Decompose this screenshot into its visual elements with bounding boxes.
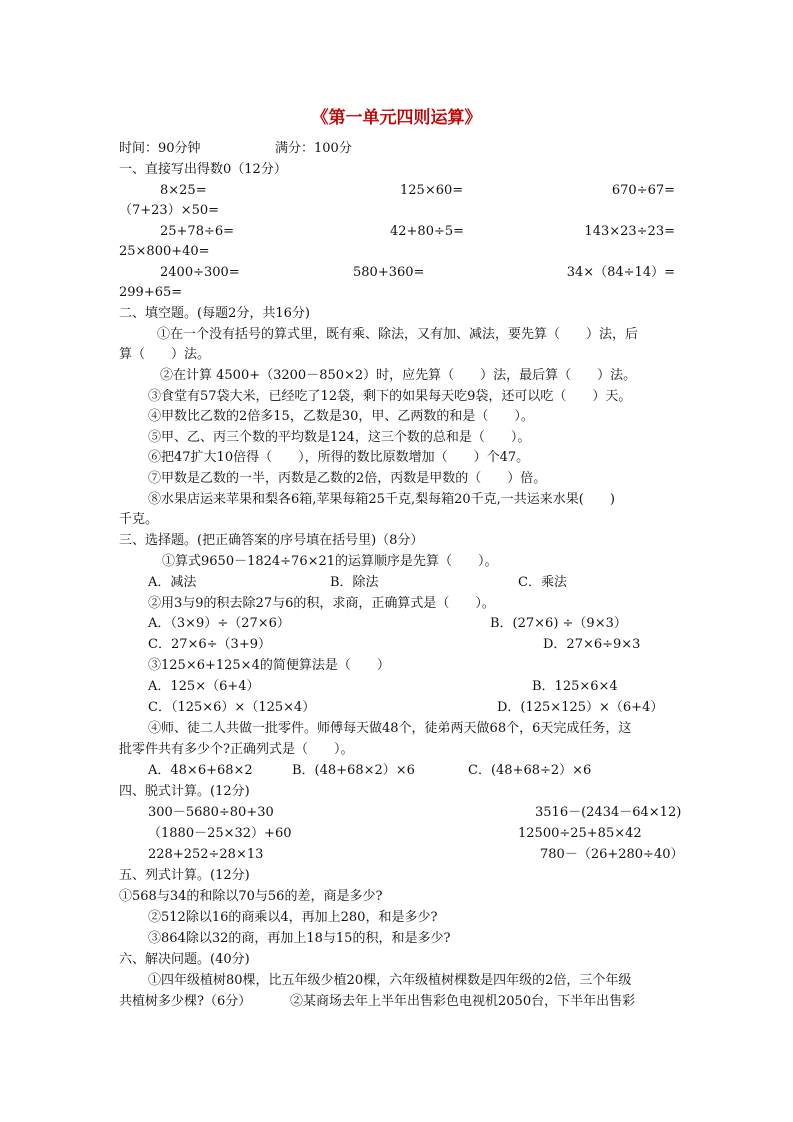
problem-item: 300－5680÷80+30	[148, 805, 274, 820]
section-heading: 三、选择题。(把正确答案的序号填在括号里)（8分）	[119, 533, 424, 548]
question-text: ③864除以32的商，再加上18与15的积，和是多少?	[148, 931, 451, 946]
problem-item: 670÷67=	[611, 183, 675, 198]
choice-option: A．125×（6+4）	[148, 679, 260, 694]
section-heading: 五、列式计算。(12分)	[119, 868, 250, 883]
section-heading: 一、直接写出得数0（12分）	[119, 162, 287, 177]
problem-item: 3516－(2434－64×12)	[535, 805, 682, 820]
question-text: ⑤甲、乙、丙三个数的平均数是124，这三个数的总和是（ ）。	[148, 430, 531, 445]
choice-option: D．27×6÷9×3	[543, 637, 641, 652]
section-heading: 六、解决问题。(40分)	[119, 952, 250, 967]
problem-item: （7+23）×50=	[119, 203, 220, 218]
problem-item: 780－（26+280÷40）	[540, 847, 684, 862]
problem-item: 125×60=	[400, 183, 464, 198]
choice-option: A．48×6+68×2	[148, 763, 253, 778]
section-heading: 四、脱式计算。(12分)	[119, 784, 250, 799]
question-text: ④甲数比乙数的2倍多15，乙数是30，甲、乙两数的和是（ ）。	[148, 409, 534, 424]
question-text: ⑧水果店运来苹果和梨各6箱,苹果每箱25千克,梨每箱20千克,一共运来水果( )	[148, 492, 615, 507]
question-text: ⑦甲数是乙数的一半，丙数是乙数的2倍，丙数是甲数的（ ）倍。	[148, 471, 547, 486]
problem-item: （1880－25×32）+60	[148, 826, 292, 841]
page-title: 《第一单元四则运算》	[311, 108, 482, 128]
choice-option: D．(125×125）×（6+4）	[497, 700, 664, 715]
choice-option: C．(48+68÷2）×6	[468, 763, 592, 778]
choice-option: C．乘法	[518, 575, 567, 590]
question-text: ②512除以16的商乘以4，再加上280，和是多少?	[148, 910, 438, 925]
question-text: ④师、徒二人共做一批零件。师傅每天做48个，徒弟两天做68个，6天完成任务，这	[148, 721, 632, 736]
question-text: 千克。	[119, 512, 159, 527]
question-text: ②某商场去年上半年出售彩色电视机2050台，下半年出售彩	[290, 994, 636, 1009]
question-text: 共植树多少棵?（6分）	[119, 994, 252, 1009]
choice-option: B．125×6×4	[532, 679, 618, 694]
question-text: 算（ ）法。	[119, 347, 211, 362]
choice-option: A．（3×9）÷（27×6）	[148, 616, 290, 631]
problem-item: 299+65=	[119, 285, 183, 300]
choice-option: C．27×6÷（3+9）	[148, 637, 271, 652]
time-label: 时间：90分钟	[119, 141, 201, 156]
problem-item: 580+360=	[353, 265, 425, 280]
question-text: 批零件共有多少个?正确列式是（ ）。	[119, 742, 354, 757]
choice-option: B．(48+68×2）×6	[292, 763, 415, 778]
question-text: ①568与34的和除以70与56的差，商是多少?	[119, 889, 383, 904]
problem-item: 12500÷25+85×42	[518, 826, 642, 841]
question-text: ⑥把47扩大10倍得（ ），所得的数比原数增加（ ）个47。	[148, 450, 530, 465]
problem-item: 42+80÷5=	[390, 224, 465, 239]
problem-item: 143×23÷23=	[584, 224, 675, 239]
question-text: ①四年级植树80棵，比五年级少植20棵，六年级植树棵数是四年级的2倍，三个年级	[148, 973, 632, 988]
problem-item: 228+252÷28×13	[148, 847, 264, 862]
question-text: ③食堂有57袋大米，已经吃了12袋，剩下的如果每天吃9袋，还可以吃（ ）天。	[148, 389, 632, 404]
choice-option: A．减法	[148, 575, 197, 590]
section-heading: 二、填空题。(每题2分，共16分)	[119, 306, 310, 321]
question-text: ②在计算 4500+（3200－850×2）时，应先算（ ）法，最后算（ ）法。	[160, 368, 637, 383]
problem-item: 25+78÷6=	[160, 224, 235, 239]
question-text: ①在一个没有括号的算式里，既有乘、除法，又有加、减法，要先算（ ）法，后	[157, 327, 639, 342]
question-text: ①算式9650－1824÷76×21的运算顺序是先算（ ）。	[162, 554, 498, 569]
choice-option: B．除法	[330, 575, 379, 590]
problem-item: 34×（84÷14）=	[566, 265, 675, 280]
question-text: ③125×6+125×4的简便算法是（ ）	[148, 658, 390, 673]
full-score-label: 满分：100分	[275, 141, 352, 156]
problem-item: 8×25=	[160, 183, 207, 198]
choice-option: B．(27×6) ÷（9×3）	[490, 616, 627, 631]
choice-option: C．（125×6）×（125×4）	[148, 700, 316, 715]
question-text: ②用3与9的积去除27与6的积，求商，正确算式是（ ）。	[148, 596, 495, 611]
problem-item: 25×800+40=	[119, 244, 210, 259]
problem-item: 2400÷300=	[160, 265, 240, 280]
